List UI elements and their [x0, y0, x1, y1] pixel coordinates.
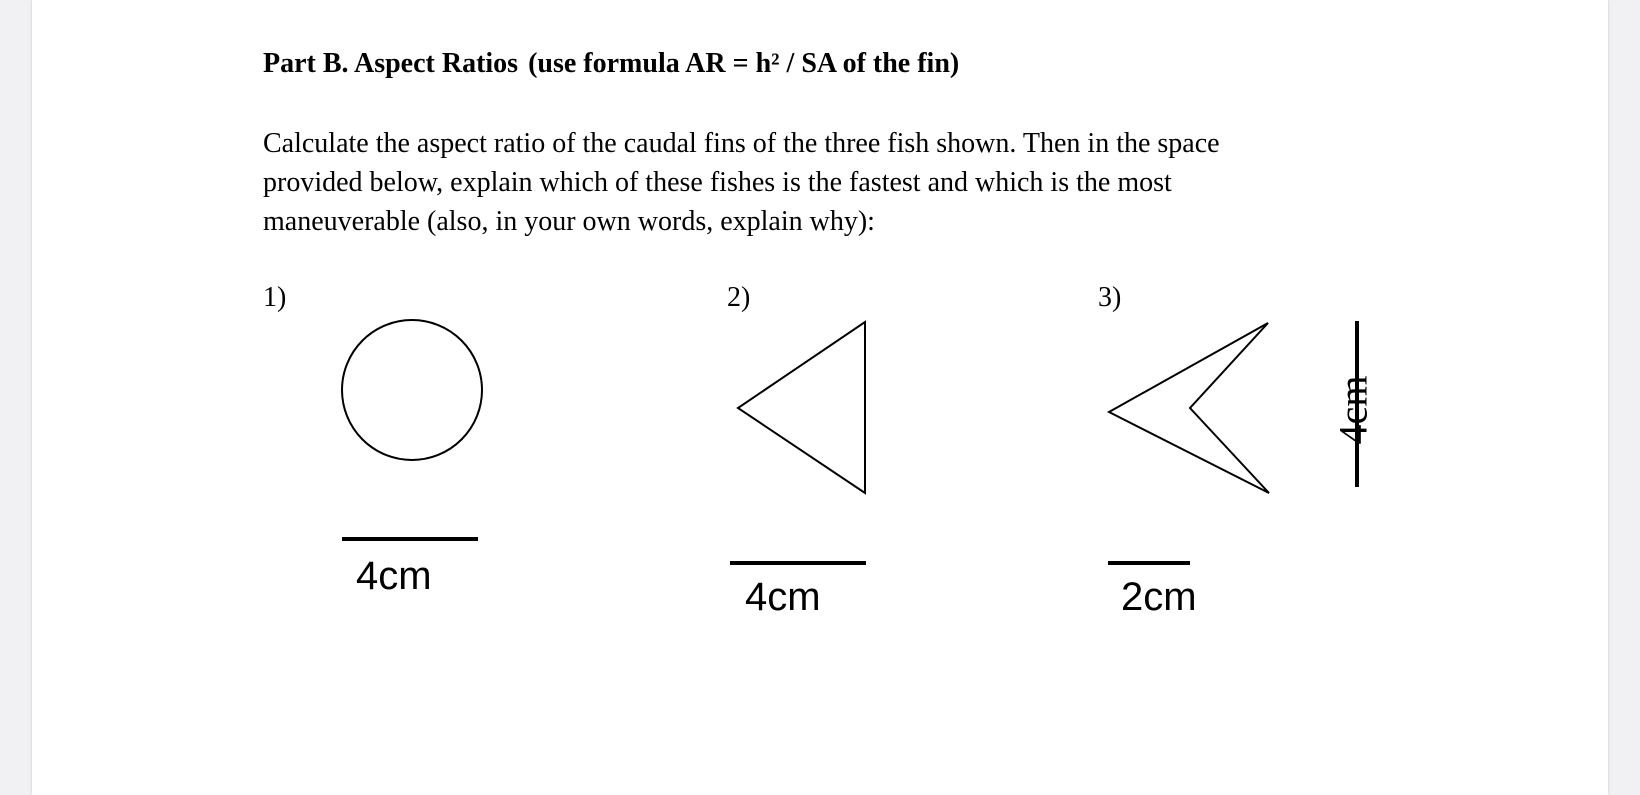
- width-label-3: 2cm: [1121, 575, 1197, 619]
- figure-number-1: 1): [263, 282, 287, 313]
- figure-number-2: 2): [727, 282, 751, 313]
- figure-number-3: 3): [1098, 282, 1122, 313]
- paragraph-line: provided below, explain which of these fishes is the fastest and which is the most: [263, 167, 1172, 198]
- paragraph-line: maneuverable (also, in your own words, explain why):: [263, 206, 875, 237]
- paragraph-line: Calculate the aspect ratio of the caudal fins of the three fish shown. Then in the space: [263, 128, 1220, 159]
- heading-formula: (use formula AR = h² / SA of the fin): [528, 48, 960, 79]
- height-label-3: 4cm: [1330, 375, 1376, 445]
- width-label-1: 4cm: [356, 554, 432, 598]
- triangle-icon: [738, 322, 865, 493]
- forked-fin-icon: [1109, 323, 1269, 493]
- circle-icon: [342, 320, 482, 460]
- width-label-2: 4cm: [745, 575, 821, 619]
- heading-bold: Part B. Aspect Ratios: [263, 48, 519, 79]
